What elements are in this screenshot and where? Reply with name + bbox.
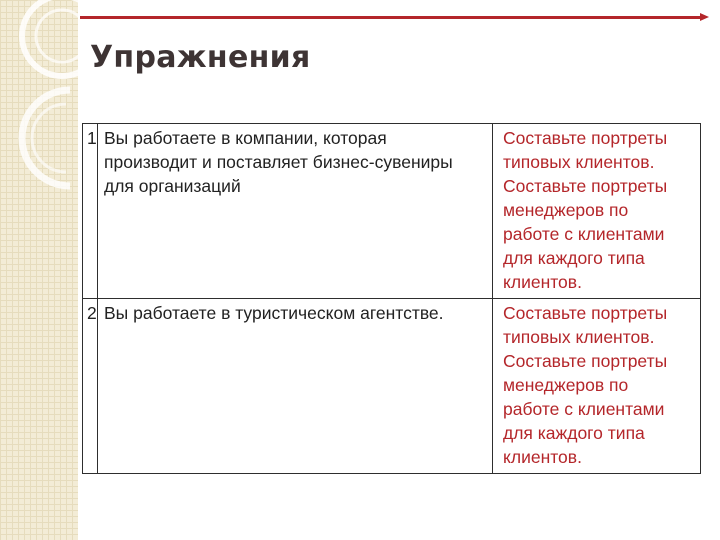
- table-row: [83, 124, 701, 299]
- exercises-table: [82, 123, 701, 474]
- sidebar-edge: [78, 0, 80, 540]
- exercise-assignment: Составьте портреты типовых клиентов. Составьте портреты менеджеров по работе с клиентами для каждого типа клиентов.: [493, 124, 701, 299]
- page-title: Упражнения: [90, 40, 311, 75]
- title-rule: [80, 16, 702, 19]
- exercise-task: Вы работаете в туристическом агентстве.: [98, 299, 493, 474]
- exercise-number: 1: [83, 124, 98, 299]
- exercise-task: Вы работаете в компании, которая производит и поставляет бизнес-сувениры для организаций: [98, 124, 493, 299]
- exercise-assignment: Составьте портреты типовых клиентов. Составьте портреты менеджеров по работе с клиентами для каждого типа клиентов.: [493, 299, 701, 474]
- title-rule-arrow: [700, 13, 709, 21]
- table-row: [83, 299, 701, 474]
- exercise-number: 2: [83, 299, 98, 474]
